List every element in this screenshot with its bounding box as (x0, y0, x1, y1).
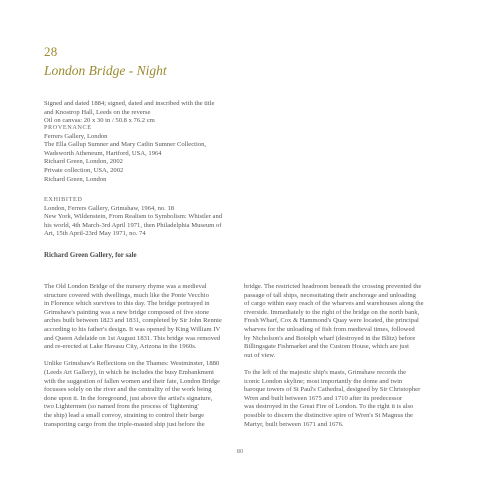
provenance-line: Ferrers Gallery, London (44, 132, 108, 140)
essay-line: arches built between 1823 and 1831, completed by Sir John Rennie (44, 317, 222, 325)
essay-line: by Nicholson's and Botolph wharf (destroyed in the Blitz) before (244, 334, 416, 342)
provenance-section (44, 124, 206, 184)
essay-line: and re-erected at Lake Havasu City, Arizona in the 1960s. (44, 343, 197, 351)
essay-line: riverside. Immediately to the right of the bridge on the north bank, (244, 308, 420, 316)
essay-line: The Old London Bridge of the nursery rhyme was a medieval (44, 283, 207, 290)
essay-line: focusses solely on the river and the centrality of the work being (44, 386, 212, 394)
essay-line: done upon it. In the foreground, just above the artist's signature, (44, 394, 213, 402)
details-line: and Knostrop Hall, Leeds on the reverse (44, 108, 151, 116)
provenance-heading: PROVENANCE (44, 124, 92, 131)
essay-line: with the suggestion of fallen women and their fate, London Bridge (44, 377, 220, 385)
lot-title: London Bridge - Night (44, 63, 167, 78)
essay-line: (Leeds Art Gallery), in which he includes the busy Embankment (44, 368, 214, 376)
essay-line: in Florence which survives to this day. The bridge portrayed in (44, 300, 210, 308)
provenance-line: Private collection, USA, 2002 (44, 166, 124, 174)
essay-line: structure covered with dwellings, much like the Ponte Vecchio (44, 291, 209, 299)
essay-line: To the left of the majestic ship's masts, Grimshaw records the (244, 368, 407, 376)
essay-line: the ship) lead a small convoy, straining to control their barge (44, 411, 205, 419)
provenance-line: Richard Green, London, 2002 (44, 158, 123, 166)
page-number: 80 (236, 448, 244, 455)
essay-line: Fresh Wharf, Cox & Hammond's Quay were located, the principal (244, 317, 419, 325)
essay-line: possible to discern the distinctive spire of Wren's St Magnus the (244, 411, 413, 419)
provenance-line: The Ella Gallup Sumner and Mary Catlin Sumner Collection, (44, 141, 207, 149)
sale-note: Richard Green Gallery, for sale (44, 252, 137, 259)
exhibited-line: his world, 4th March-3rd April 1971, then Philadelphia Museum of (44, 221, 222, 229)
exhibited-section (44, 196, 222, 239)
exhibited-line: Art, 15th April-23rd May 1971, no. 74 (44, 230, 146, 238)
paragraph-gap (244, 360, 440, 369)
exhibited-line: London, Ferrers Gallery, Grimshaw, 1964, no. 18 (44, 204, 175, 212)
essay-line: and Queen Adelaide on 1st August 1831. This bridge was removed (44, 334, 221, 342)
lot-number: 28 (44, 44, 58, 59)
essay-line: two Lightermen (so named from the process of 'lightening' (44, 403, 199, 411)
details-line: Signed and dated 1884; signed, dated and inscribed with the title (44, 100, 215, 107)
essay-line: wharves for the unloading of fish from medieval times, followed (244, 325, 415, 333)
essay-line: iconic London skyline; most importantly the dome and twin (244, 377, 403, 385)
essay-line: baroque towers of St Paul's Cathedral, designed by Sir Christopher (244, 386, 421, 394)
essay-line: Grimshaw's painting was a new bridge composed of five stone (44, 308, 210, 316)
essay-line: Unlike Grimshaw's Reflections on the Thames: Westminster, 1880 (44, 360, 220, 368)
essay-line: Wren and built between 1675 and 1710 after its predecessor (244, 394, 403, 402)
details-line: Oil on canvas: 20 x 30 in / 50.8 x 76.2 cm (44, 117, 155, 125)
paragraph-gap (44, 352, 234, 361)
essay-right-column (244, 283, 440, 429)
essay-line: passage of tall ships, necessitating their anchorage and unloading (244, 291, 416, 299)
painting-details (44, 100, 215, 126)
essay-line: Billingsgate Fishmarket and the Custom House, which are just (244, 343, 410, 351)
essay-line: out of view. (244, 351, 276, 359)
essay-line: transporting cargo from the triple-masted ship just before the (44, 420, 205, 428)
exhibited-heading: EXHIBITED (44, 196, 83, 203)
provenance-line: Wadsworth Atheneum, Hartford, USA, 1964 (44, 149, 162, 157)
essay-line: bridge. The restricted headroom beneath the crossing prevented the (244, 283, 422, 290)
essay-line: Martyr, built between 1671 and 1676. (244, 420, 344, 428)
essay-line: of cargo within easy reach of the wharves and warehouses along the (244, 300, 424, 308)
provenance-line: Richard Green, London (44, 175, 107, 183)
essay-line: according to his father's design. It was opened by King William IV (44, 325, 221, 333)
exhibited-line: New York, Wildenstein, From Realism to Symbolism: Whistler and (44, 213, 223, 221)
essay-left-column (44, 283, 234, 429)
essay-line: was destroyed in the Great Fire of London. To the right it is also (244, 403, 414, 411)
